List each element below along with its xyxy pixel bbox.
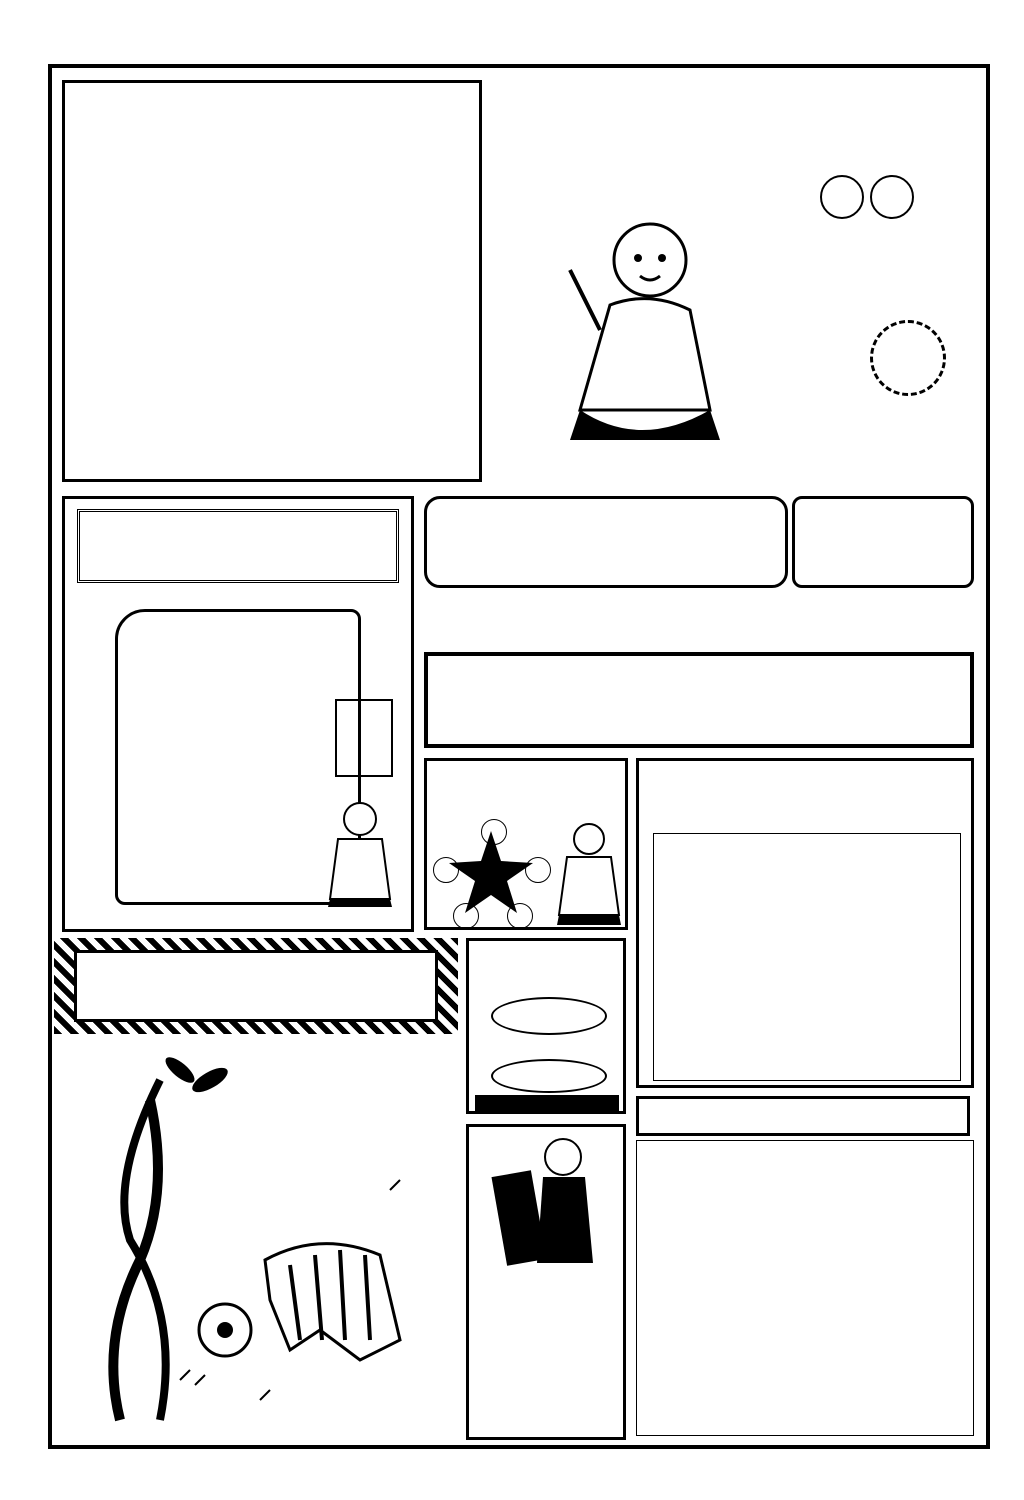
kid-illustration: [540, 210, 740, 450]
puzzle-grid: [653, 833, 961, 1081]
send-code-number-right: [525, 857, 551, 883]
recommend-box: [424, 652, 974, 748]
poem-stamp: [335, 699, 393, 777]
left-dice-border: [4, 58, 38, 1452]
kid-small-illustration: [320, 799, 400, 909]
fortune-banner: [54, 938, 458, 1034]
issue-number-badge: [870, 320, 946, 396]
top-dice-border: [4, 26, 1020, 58]
send-code-number-top: [481, 819, 507, 845]
poem-box: [62, 496, 414, 932]
circle-decor-1: [820, 175, 864, 219]
send-code-number-bottom-left: [453, 903, 479, 929]
send-code-number-bottom-right: [507, 903, 533, 929]
this-period-box: [466, 938, 626, 1114]
analysis-text: [135, 233, 475, 473]
top-bar: [0, 0, 1024, 26]
send-code-box: [424, 758, 628, 930]
kid-banner-illustration: [489, 1133, 609, 1273]
next-draw-box: [792, 496, 974, 588]
poem-title: [77, 509, 399, 583]
send-code-number-left: [433, 857, 459, 883]
recent-results-box: [636, 1096, 974, 1440]
fortune-illustration: [60, 1040, 456, 1440]
draw-result-box: [424, 496, 788, 588]
recent-results-title: [636, 1096, 970, 1136]
right-dice-border: [990, 58, 1024, 1452]
special-code-box: [636, 758, 974, 1088]
kid-send-illustration: [551, 819, 625, 927]
recent-results-list: [636, 1140, 974, 1436]
this-period-w4: [491, 1059, 607, 1093]
masthead: [520, 80, 980, 480]
trend-analysis-box: [62, 80, 482, 482]
this-period-footer: [475, 1095, 619, 1111]
kid-poem-box: [466, 1124, 626, 1440]
this-period-w2: [491, 997, 607, 1035]
circle-decor-2: [870, 175, 914, 219]
fortune-title: [74, 950, 438, 1022]
bottom-dice-border: [4, 1452, 1020, 1484]
